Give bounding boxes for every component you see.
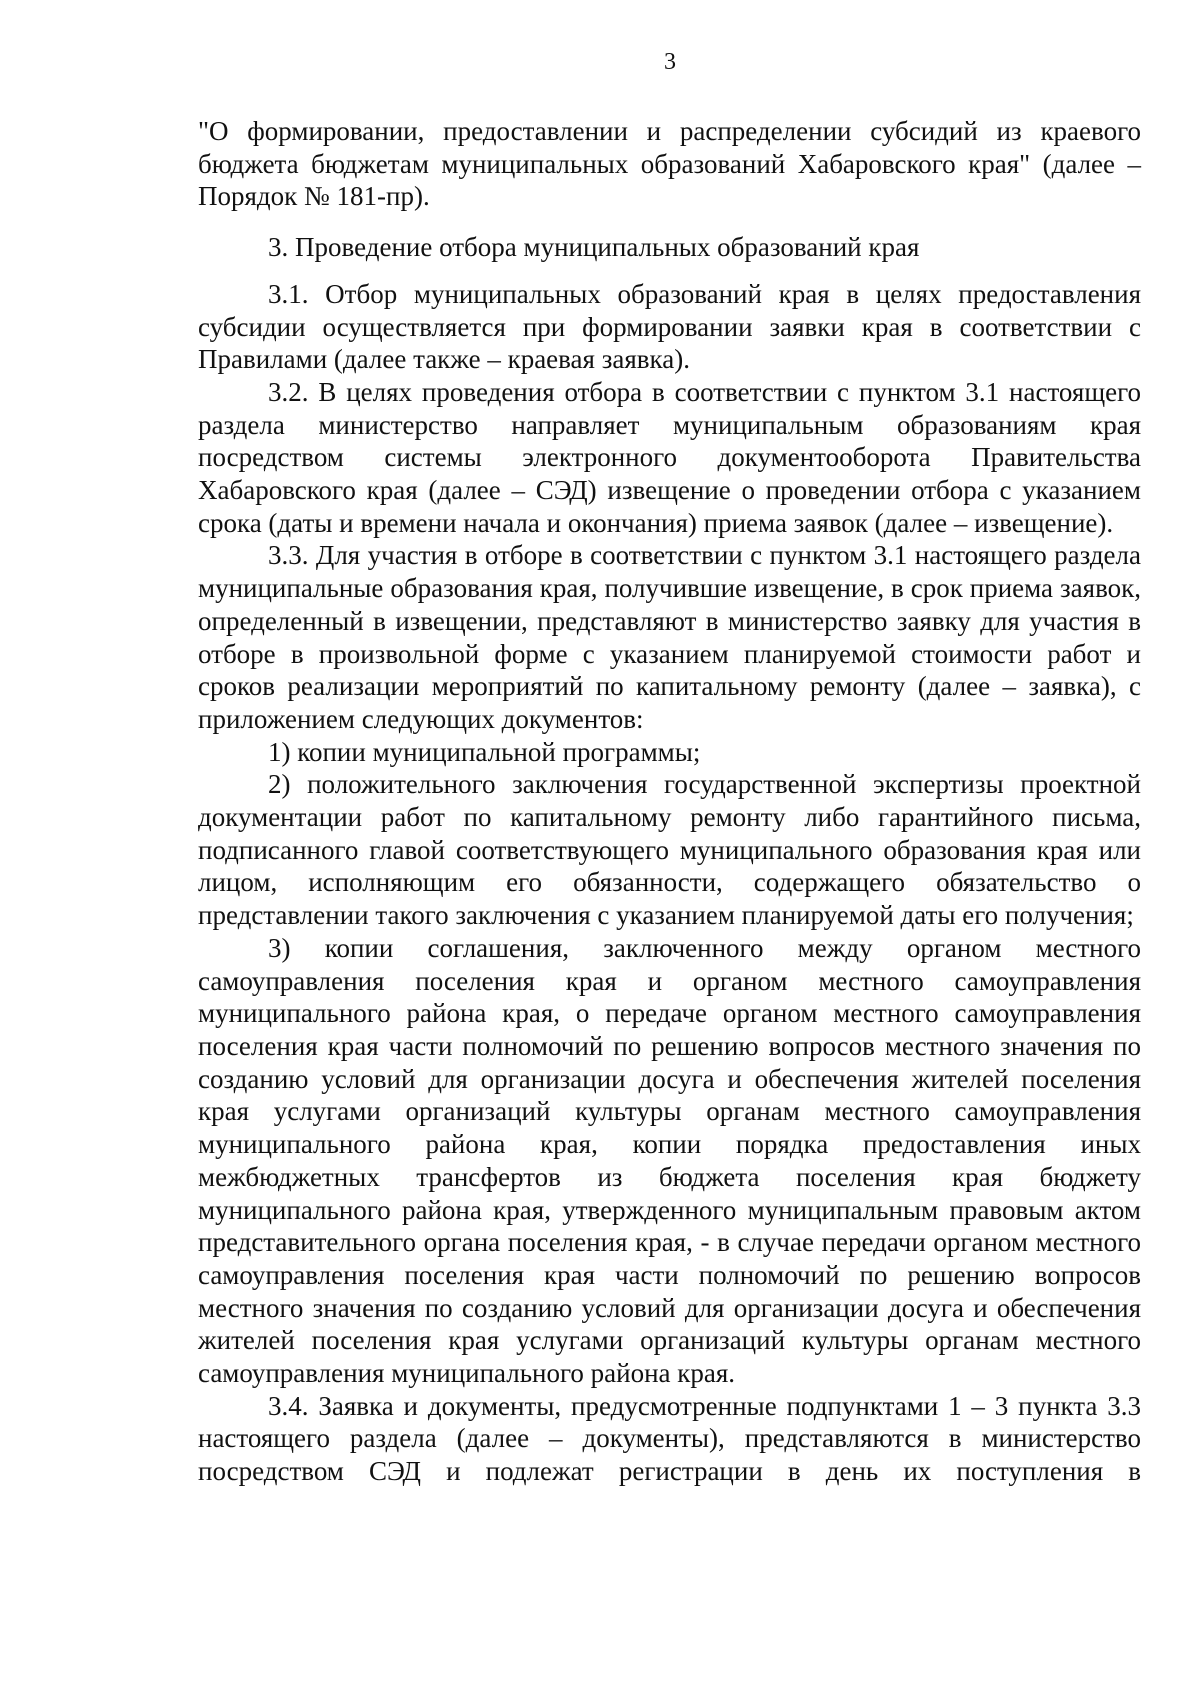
paragraph-3-3: 3.3. Для участия в отборе в соответствии с пунктом 3.1 настоящего раздела муниципальные образования края, получившие извещение, в срок приема заявок, определенный в извещении, представляют в министерство заявку для участия в отборе в произвольной форме с указанием планируемой стоимости работ и сроков реализации мероприятий по капитальному ремонту (далее – заявка), с приложением следующих документов: xyxy=(198,540,1141,734)
paragraph-3-2: 3.2. В целях проведения отбора в соответствии с пунктом 3.1 настоящего раздела министерство направляет муниципальным образованиям края посредством системы электронного документооборота Правительства Хабаровского края (далее – СЭД) извещение о проведении отбора с указанием срока (даты и времени начала и окончания) приема заявок (далее – извещение). xyxy=(198,376,1141,538)
document-body xyxy=(198,115,1141,1488)
list-item-1: 1) копии муниципальной программы; xyxy=(268,736,701,767)
list-item-2: 2) положительного заключения государственной экспертизы проектной документации работ по капитальному ремонту либо гарантийного письма, подписанного главой соответствующего муниципального образования края или лицом, исполняющим его обязанности, содержащего обязательство о представлении такого заключения с указанием планируемой даты его получения; xyxy=(198,769,1141,931)
list-item-3: 3) копии соглашения, заключенного между органом местного самоуправления поселения края и органом местного самоуправления муниципального района края, о передаче органом местного самоуправления поселения края части полномочий по решению вопросов местного значения по созданию условий для организации досуга и обеспечения жителей поселения края услугами организаций культуры органам местного самоуправления муниципального района края, копии порядка предоставления иных межбюджетных трансфертов из бюджета поселения края бюджету муниципального района края, утвержденного муниципальным правовым актом представительного органа поселения края, - в случае передачи органом местного самоуправления поселения края части полномочий по решению вопросов местного значения по созданию условий для организации досуга и обеспечения жителей поселения края услугами организаций культуры органам местного самоуправления муниципального района края. xyxy=(198,932,1141,1389)
paragraph-3-1: 3.1. Отбор муниципальных образований края в целях предоставления субсидии осуществляется при формировании заявки края в соответствии с Правилами (далее также – краевая заявка). xyxy=(198,278,1141,375)
paragraph-3-4: 3.4. Заявка и документы, предусмотренные подпунктами 1 – 3 пункта 3.3 настоящего раздела (далее – документы), представляются в министерство посредством СЭД и подлежат регистрации в день их поступления в xyxy=(198,1390,1141,1487)
section-heading-3: 3. Проведение отбора муниципальных образований края xyxy=(268,232,920,263)
page-number: 3 xyxy=(664,49,676,75)
paragraph-procedure-reference: "О формировании, предоставлении и распределении субсидий из краевого бюджета бюджетам муниципальных образований Хабаровского края" (далее – Порядок № 181-пр). xyxy=(198,116,1141,212)
